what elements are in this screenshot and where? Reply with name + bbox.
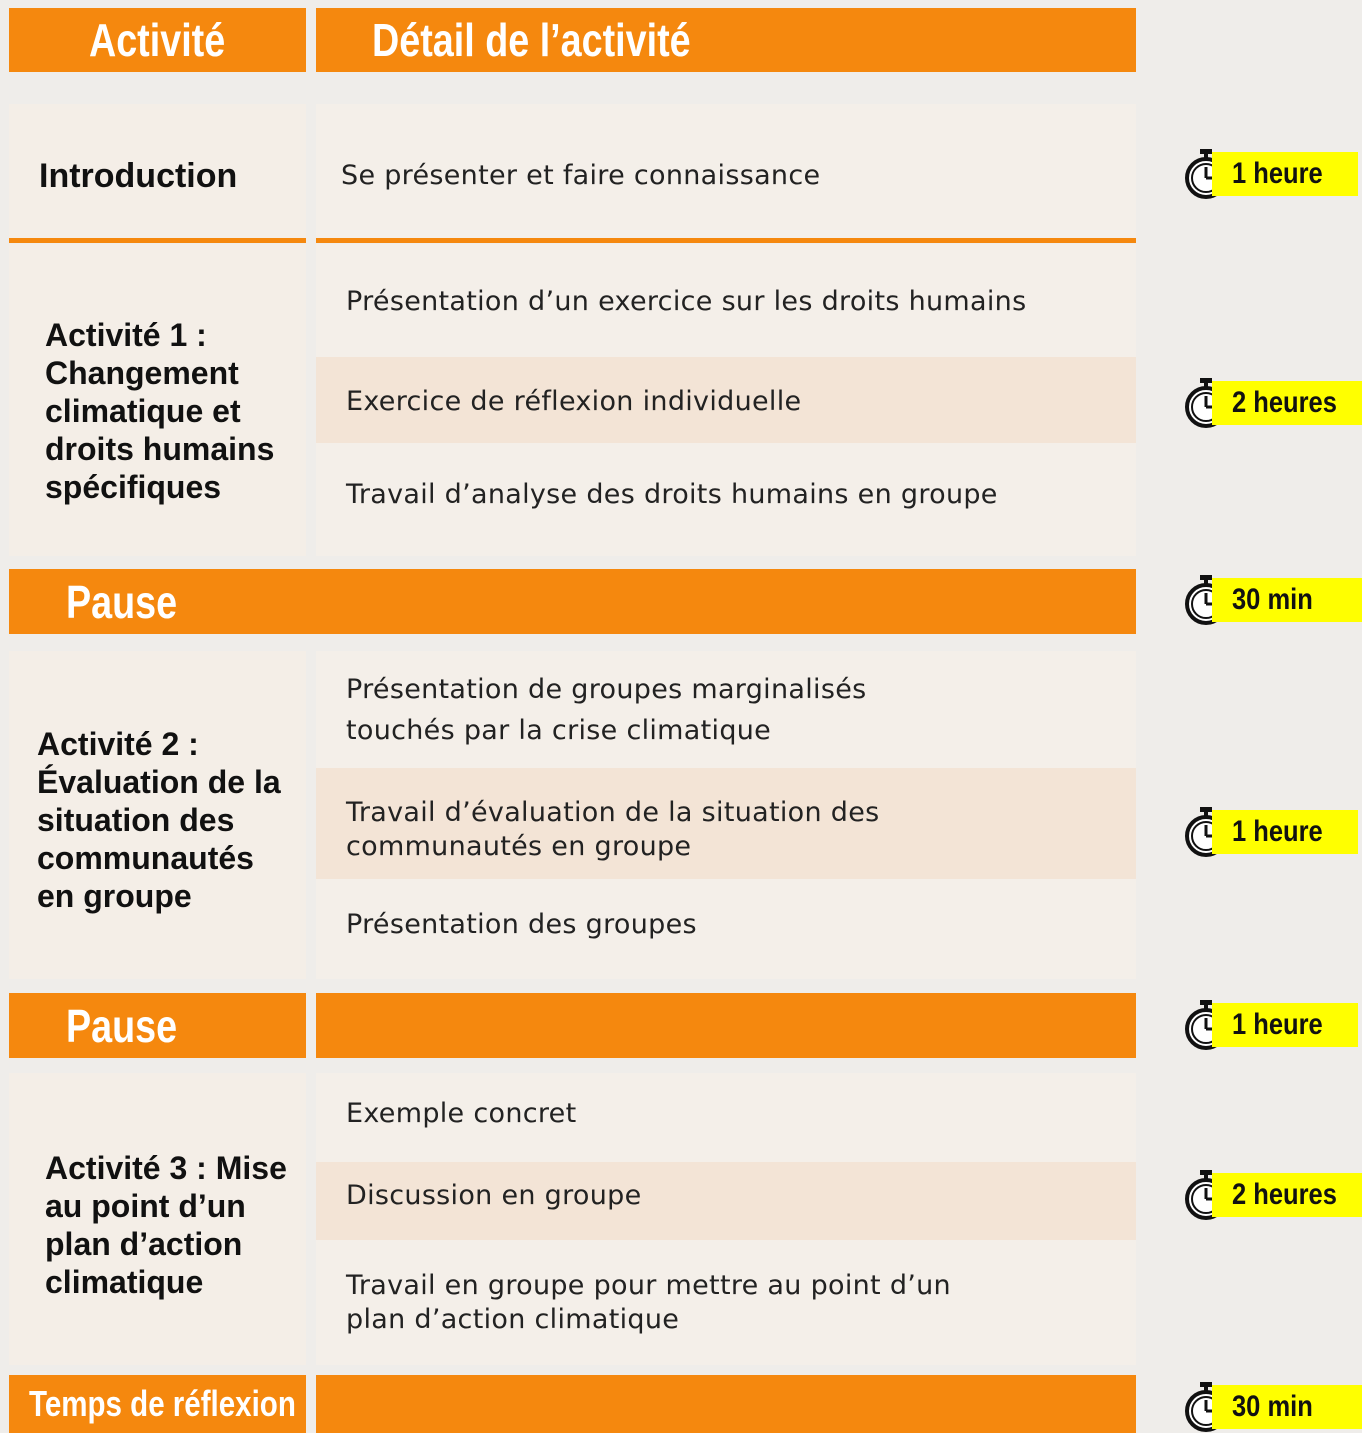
activity2-title-line: Activité 2 : (37, 726, 199, 762)
duration-text: 30 min (1232, 1390, 1313, 1423)
intro-detail: Se présenter et faire connaissance (341, 160, 821, 191)
activity2-title (37, 725, 281, 915)
duration-badge (1212, 1173, 1362, 1217)
duration-text: 1 heure (1232, 815, 1323, 848)
pause1-label: Pause (66, 575, 178, 628)
activity2-title-line: Évaluation de la (37, 764, 281, 800)
timer-pause1 (1182, 574, 1362, 626)
activity1-title-line: Changement (45, 355, 239, 391)
activity2-detail-2 (346, 796, 880, 864)
activity3-title (45, 1149, 287, 1301)
activity3-detail-3-line: plan d’action climatique (346, 1304, 680, 1335)
activity2-detail-1-line: Présentation de groupes marginalisés (346, 674, 867, 705)
activity3-detail-2 (346, 1179, 642, 1213)
activity1-detail-2: Exercice de réflexion individuelle (346, 386, 802, 417)
activity2-detail-2-line: Travail d’évaluation de la situation des (346, 797, 880, 828)
activity1-title-line: spécifiques (45, 469, 222, 505)
activity2-detail-3-line: Présentation des groupes (346, 909, 697, 940)
timer-intro (1182, 148, 1358, 200)
activity2-detail-3 (346, 908, 697, 942)
activity1-title-line: droits humains (45, 431, 275, 467)
pause1-bar (9, 569, 1136, 634)
activity2-title-line: en groupe (37, 878, 192, 914)
activity3-detail-3-line: Travail en groupe pour mettre au point d’un (346, 1270, 951, 1301)
timer-activity1 (1182, 377, 1362, 429)
duration-badge (1212, 578, 1362, 622)
activity3-title-line: au point d’un (45, 1188, 246, 1224)
header-detail-label: Détail de l’activité (372, 14, 691, 66)
activity1-detail-1: Présentation d’un exercice sur les droits humains (346, 286, 1027, 317)
activity3-detail-1-line: Exemple concret (346, 1098, 577, 1129)
activity3-title-line: Activité 3 : Mise (45, 1150, 287, 1186)
activity1-detail-3: Travail d’analyse des droits humains en groupe (346, 479, 998, 510)
activity3-title-line: climatique (45, 1264, 204, 1300)
duration-badge (1212, 152, 1358, 196)
duration-badge (1212, 1385, 1362, 1429)
duration-badge (1212, 381, 1362, 425)
timer-activity2 (1182, 806, 1358, 858)
timer-pause2 (1182, 999, 1358, 1051)
reflection-label: Temps de réflexion (29, 1383, 296, 1424)
duration-text: 2 heures (1232, 386, 1337, 419)
timer-reflection (1182, 1381, 1362, 1433)
header-activity (9, 8, 306, 72)
reflection-bar-right (316, 1375, 1136, 1433)
pause2-bar-left (9, 993, 306, 1058)
timer-activity3 (1182, 1169, 1362, 1221)
duration-text: 30 min (1232, 583, 1313, 616)
duration-badge (1212, 1003, 1358, 1047)
activity3-detail-3 (346, 1269, 951, 1337)
intro-divider-right (316, 238, 1136, 243)
activity1-title-line: climatique et (45, 393, 241, 429)
duration-badge (1212, 810, 1358, 854)
activity2-title-line: situation des (37, 802, 235, 838)
header-detail (316, 8, 1136, 72)
activity2-title-line: communautés (37, 840, 254, 876)
duration-text: 2 heures (1232, 1178, 1337, 1211)
activity2-detail-1 (346, 669, 866, 751)
duration-text: 1 heure (1232, 1008, 1323, 1041)
intro-title: Introduction (39, 157, 238, 195)
pause2-bar-right (316, 993, 1136, 1058)
activity3-title-line: plan d’action (45, 1226, 243, 1262)
activity2-detail-2-line: communautés en groupe (346, 831, 692, 862)
reflection-bar-left (9, 1375, 306, 1433)
activity1-title-line: Activité 1 : (45, 317, 207, 353)
intro-divider-left (9, 238, 306, 243)
duration-text: 1 heure (1232, 157, 1323, 190)
header-activity-label: Activité (89, 14, 226, 66)
activity3-detail-2-line: Discussion en groupe (346, 1180, 642, 1211)
activity1-title (45, 316, 274, 506)
activity2-detail-1-line: touchés par la crise climatique (346, 715, 772, 746)
activity3-detail-1 (346, 1097, 576, 1131)
pause2-label: Pause (66, 999, 178, 1052)
